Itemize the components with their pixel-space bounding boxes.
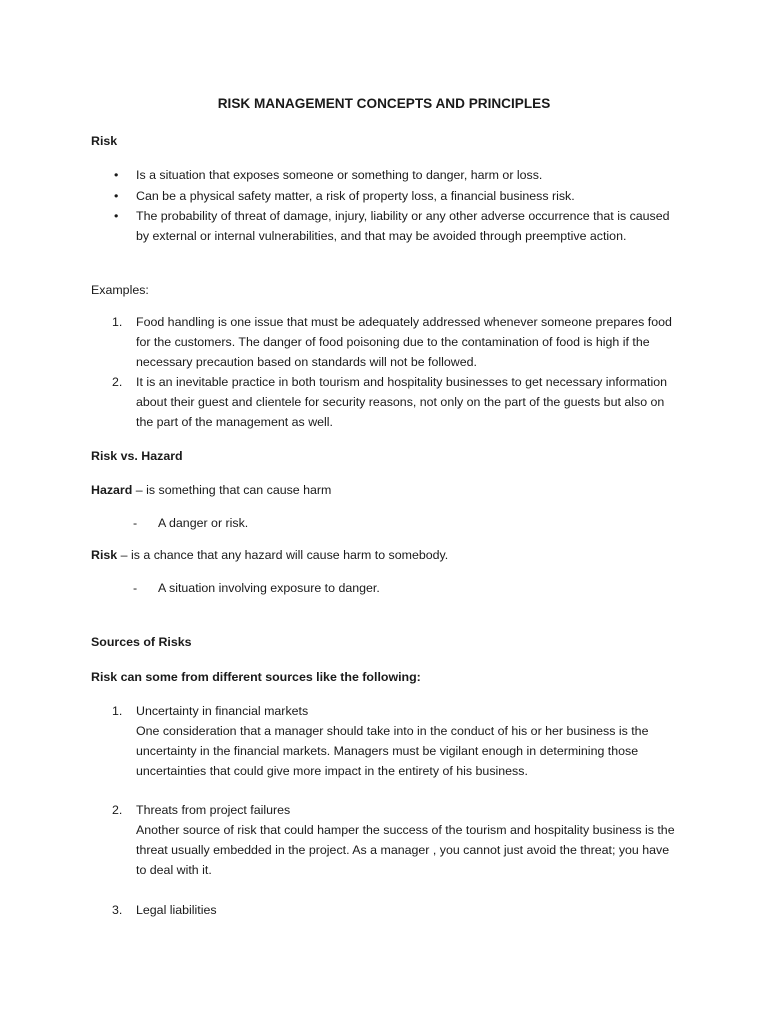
source-item-2: [136, 800, 682, 880]
source-body: Another source of risk that could hamper the success of the tourism and hospitality business is the threat usually embedded in the project. As a manager , you cannot just avoid the threat; you have to deal with it.: [136, 823, 675, 877]
risk-definition: [91, 545, 691, 565]
bullet-icon: •: [114, 209, 119, 223]
example-text-2: It is an inevitable practice in both tourism and hospitality businesses to get necessary information about their guest and clientele for security reasons, not only on the part of the guests but also on the part of the management as well.: [136, 375, 668, 429]
risk-bullet-2: Can be a physical safety matter, a risk of property loss, a financial business risk.: [136, 189, 575, 203]
sources-intro: Risk can some from different sources like the following:: [91, 670, 421, 684]
source-number: 3.: [112, 903, 123, 917]
risk-def-text: – is a chance that any hazard will cause harm to somebody.: [117, 548, 449, 562]
bullet-icon: •: [114, 168, 119, 182]
sources-heading: Sources of Risks: [91, 635, 192, 649]
hazard-sub-item: A danger or risk.: [158, 516, 249, 530]
hazard-term: Hazard: [91, 483, 133, 497]
source-number: 2.: [112, 803, 123, 817]
source-title: Threats from project failures: [136, 803, 291, 817]
bullet-icon: •: [114, 189, 119, 203]
example-number: 2.: [112, 375, 123, 389]
risk-bullet-1: Is a situation that exposes someone or something to danger, harm or loss.: [136, 168, 543, 182]
examples-heading: Examples:: [91, 283, 149, 297]
hazard-definition: [91, 480, 691, 500]
source-item-3: [136, 900, 682, 920]
risk-term: Risk: [91, 548, 118, 562]
dash-icon: -: [133, 581, 138, 595]
risk-sub-item: A situation involving exposure to danger.: [158, 581, 380, 595]
page-title: RISK MANAGEMENT CONCEPTS AND PRINCIPLES: [217, 96, 551, 111]
example-number: 1.: [112, 315, 123, 329]
source-title: Uncertainty in financial markets: [136, 704, 309, 718]
source-number: 1.: [112, 704, 123, 718]
hazard-def-text: – is something that can cause harm: [132, 483, 332, 497]
example-text-1: Food handling is one issue that must be adequately addressed whenever someone prepares food for the customers. The danger of food poisoning due to the contamination of food is high if the necessary precaution based on standards will not be followed.: [136, 315, 672, 369]
source-title: Legal liabilities: [136, 903, 217, 917]
source-body: One consideration that a manager should take into in the conduct of his or her business is the uncertainty in the financial markets. Managers must be vigilant enough in determining those uncertainties that could give more impact in the entirety of his business.: [136, 724, 649, 778]
risk-heading: Risk: [91, 134, 118, 148]
source-item-1: [136, 701, 682, 781]
dash-icon: -: [133, 516, 138, 530]
risk-vs-hazard-heading: Risk vs. Hazard: [91, 449, 183, 463]
risk-bullet-3: The probability of threat of damage, injury, liability or any other adverse occurrence that is caused by external or internal vulnerabilities, and that may be avoided through preemptive action.: [136, 209, 670, 243]
